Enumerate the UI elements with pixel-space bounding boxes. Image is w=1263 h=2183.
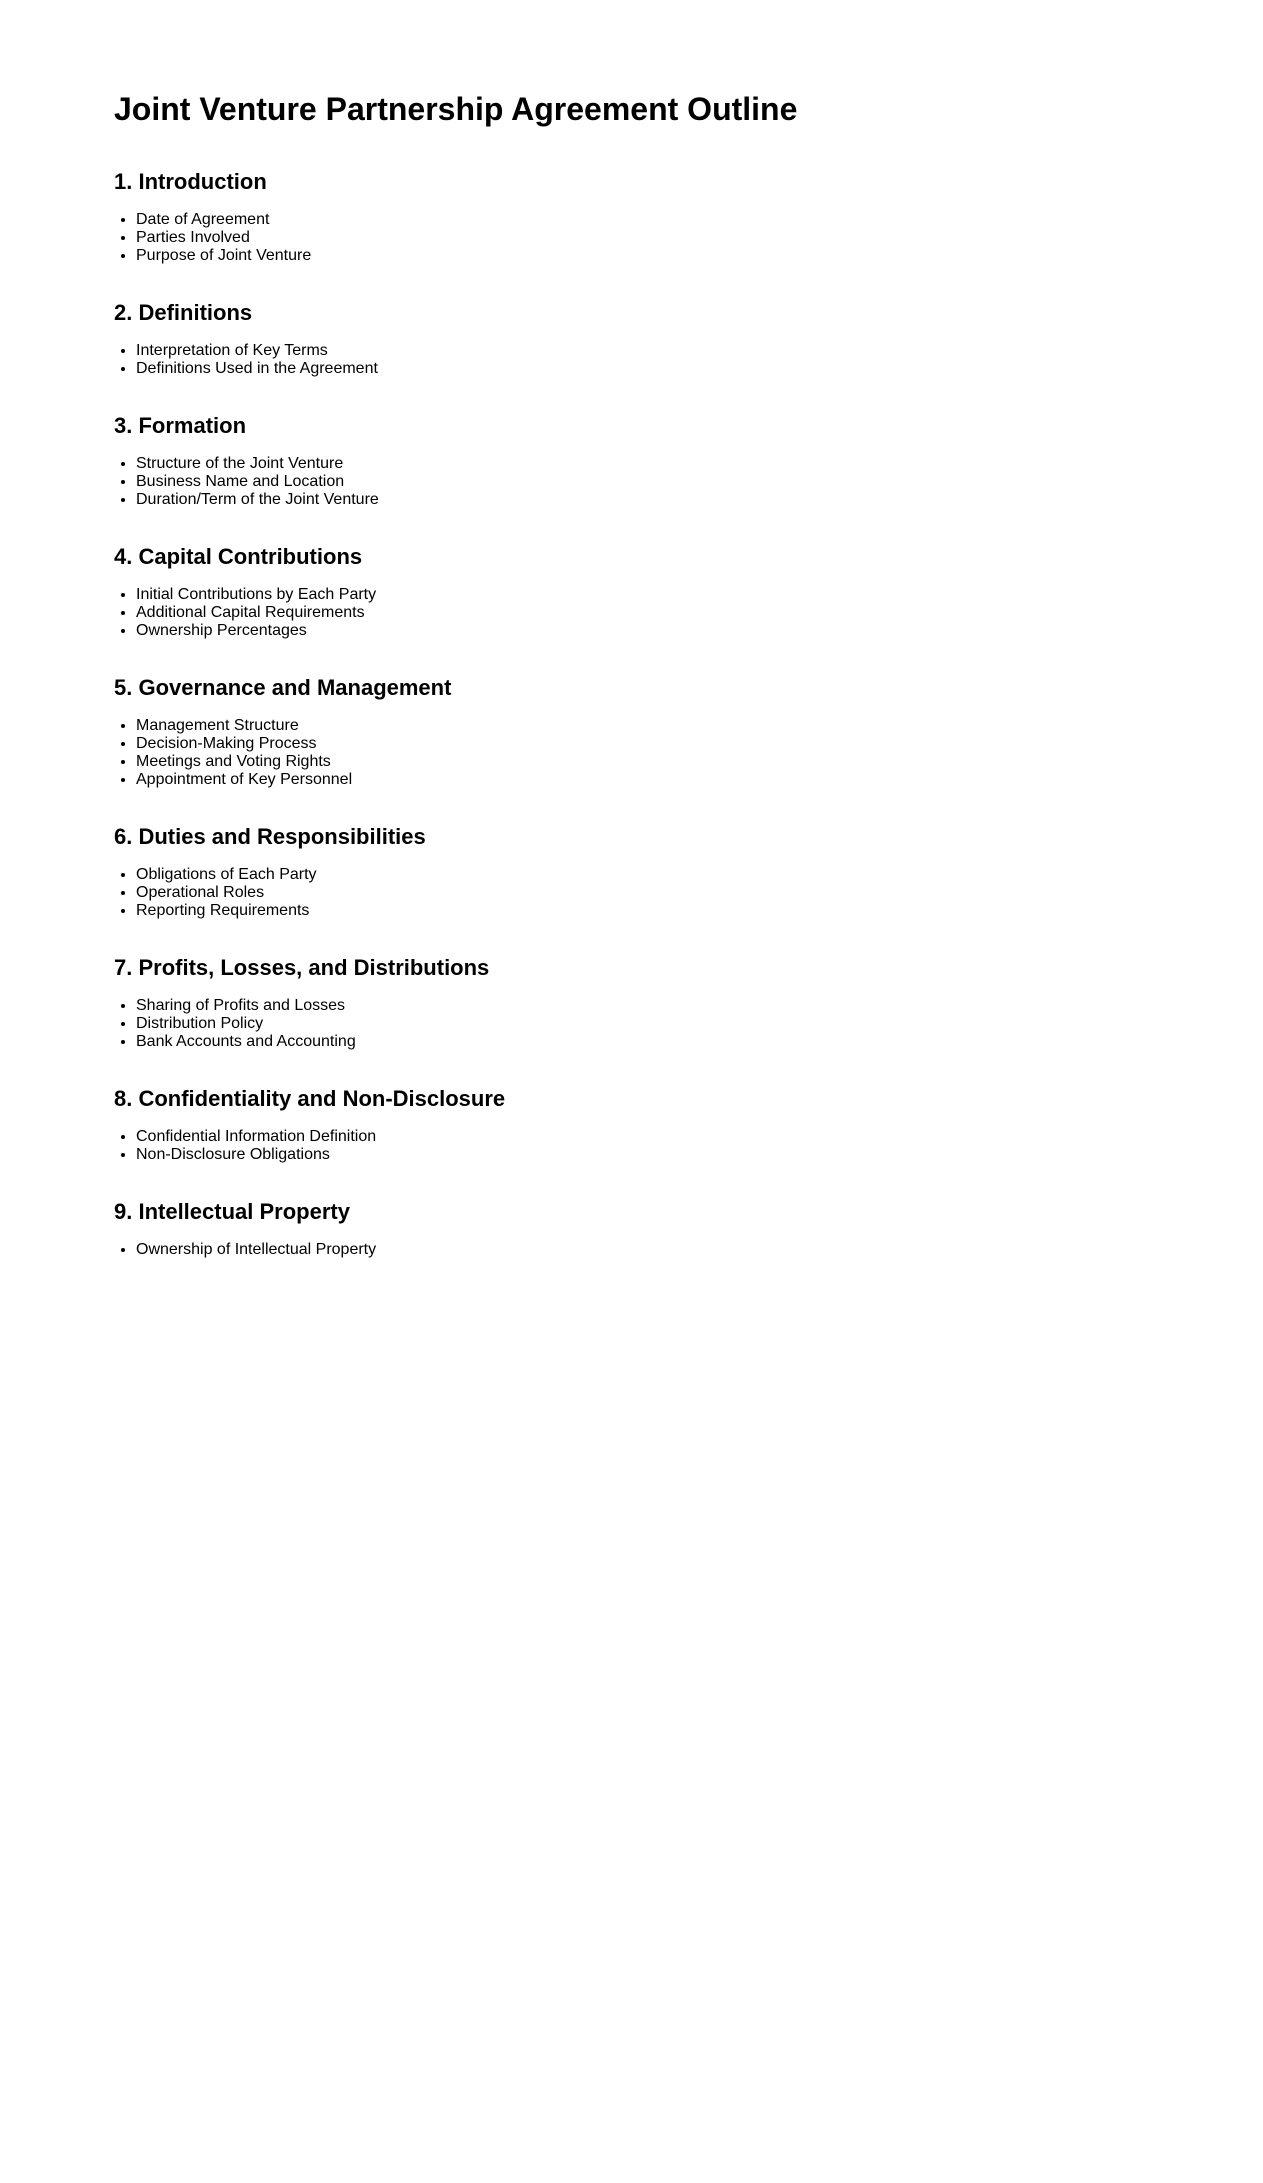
section-list xyxy=(114,866,797,920)
section-heading: 8. Confidentiality and Non-Disclosure xyxy=(114,1086,506,1111)
list-item: • Management Structure xyxy=(136,717,797,735)
section-heading: 5. Governance and Management xyxy=(114,675,452,700)
list-item: • Operational Roles xyxy=(136,884,797,902)
section xyxy=(114,413,797,509)
list-item: • Purpose of Joint Venture xyxy=(136,247,797,265)
section-heading: 2. Definitions xyxy=(114,300,253,325)
sections xyxy=(114,169,797,1259)
list-item: • Additional Capital Requirements xyxy=(136,604,797,622)
section-list xyxy=(114,342,797,378)
list-item: • Meetings and Voting Rights xyxy=(136,753,797,771)
section xyxy=(114,544,797,640)
section xyxy=(114,1199,797,1259)
section xyxy=(114,1086,797,1164)
section-list xyxy=(114,1128,797,1164)
section xyxy=(114,169,797,265)
section-heading: 4. Capital Contributions xyxy=(114,544,363,569)
list-item: • Date of Agreement xyxy=(136,211,797,229)
list-item: • Sharing of Profits and Losses xyxy=(136,997,797,1015)
list-item: • Confidential Information Definition xyxy=(136,1128,797,1146)
section-list xyxy=(114,455,797,509)
section-heading: 6. Duties and Responsibilities xyxy=(114,824,426,849)
list-item: • Distribution Policy xyxy=(136,1015,797,1033)
section-list xyxy=(114,1241,797,1259)
document xyxy=(114,91,797,1294)
section-list xyxy=(114,586,797,640)
list-item: • Business Name and Location xyxy=(136,473,797,491)
section-list xyxy=(114,717,797,789)
list-item: • Bank Accounts and Accounting xyxy=(136,1033,797,1051)
list-item: • Reporting Requirements xyxy=(136,902,797,920)
section-heading: 1. Introduction xyxy=(114,169,267,194)
list-item: • Non-Disclosure Obligations xyxy=(136,1146,797,1164)
section-list xyxy=(114,997,797,1051)
section xyxy=(114,955,797,1051)
section xyxy=(114,675,797,789)
list-item: • Interpretation of Key Terms xyxy=(136,342,797,360)
section-heading: 9. Intellectual Property xyxy=(114,1199,350,1224)
section-list xyxy=(114,211,797,265)
list-item: • Duration/Term of the Joint Venture xyxy=(136,491,797,509)
section-heading: 7. Profits, Losses, and Distributions xyxy=(114,955,490,980)
page-title: Joint Venture Partnership Agreement Outline xyxy=(114,91,798,127)
section xyxy=(114,824,797,920)
list-item: • Obligations of Each Party xyxy=(136,866,797,884)
list-item: • Ownership Percentages xyxy=(136,622,797,640)
section xyxy=(114,300,797,378)
list-item: • Ownership of Intellectual Property xyxy=(136,1241,797,1259)
list-item: • Definitions Used in the Agreement xyxy=(136,360,797,378)
list-item: • Initial Contributions by Each Party xyxy=(136,586,797,604)
list-item: • Parties Involved xyxy=(136,229,797,247)
list-item: • Structure of the Joint Venture xyxy=(136,455,797,473)
list-item: • Appointment of Key Personnel xyxy=(136,771,797,789)
section-heading: 3. Formation xyxy=(114,413,247,438)
list-item: • Decision-Making Process xyxy=(136,735,797,753)
